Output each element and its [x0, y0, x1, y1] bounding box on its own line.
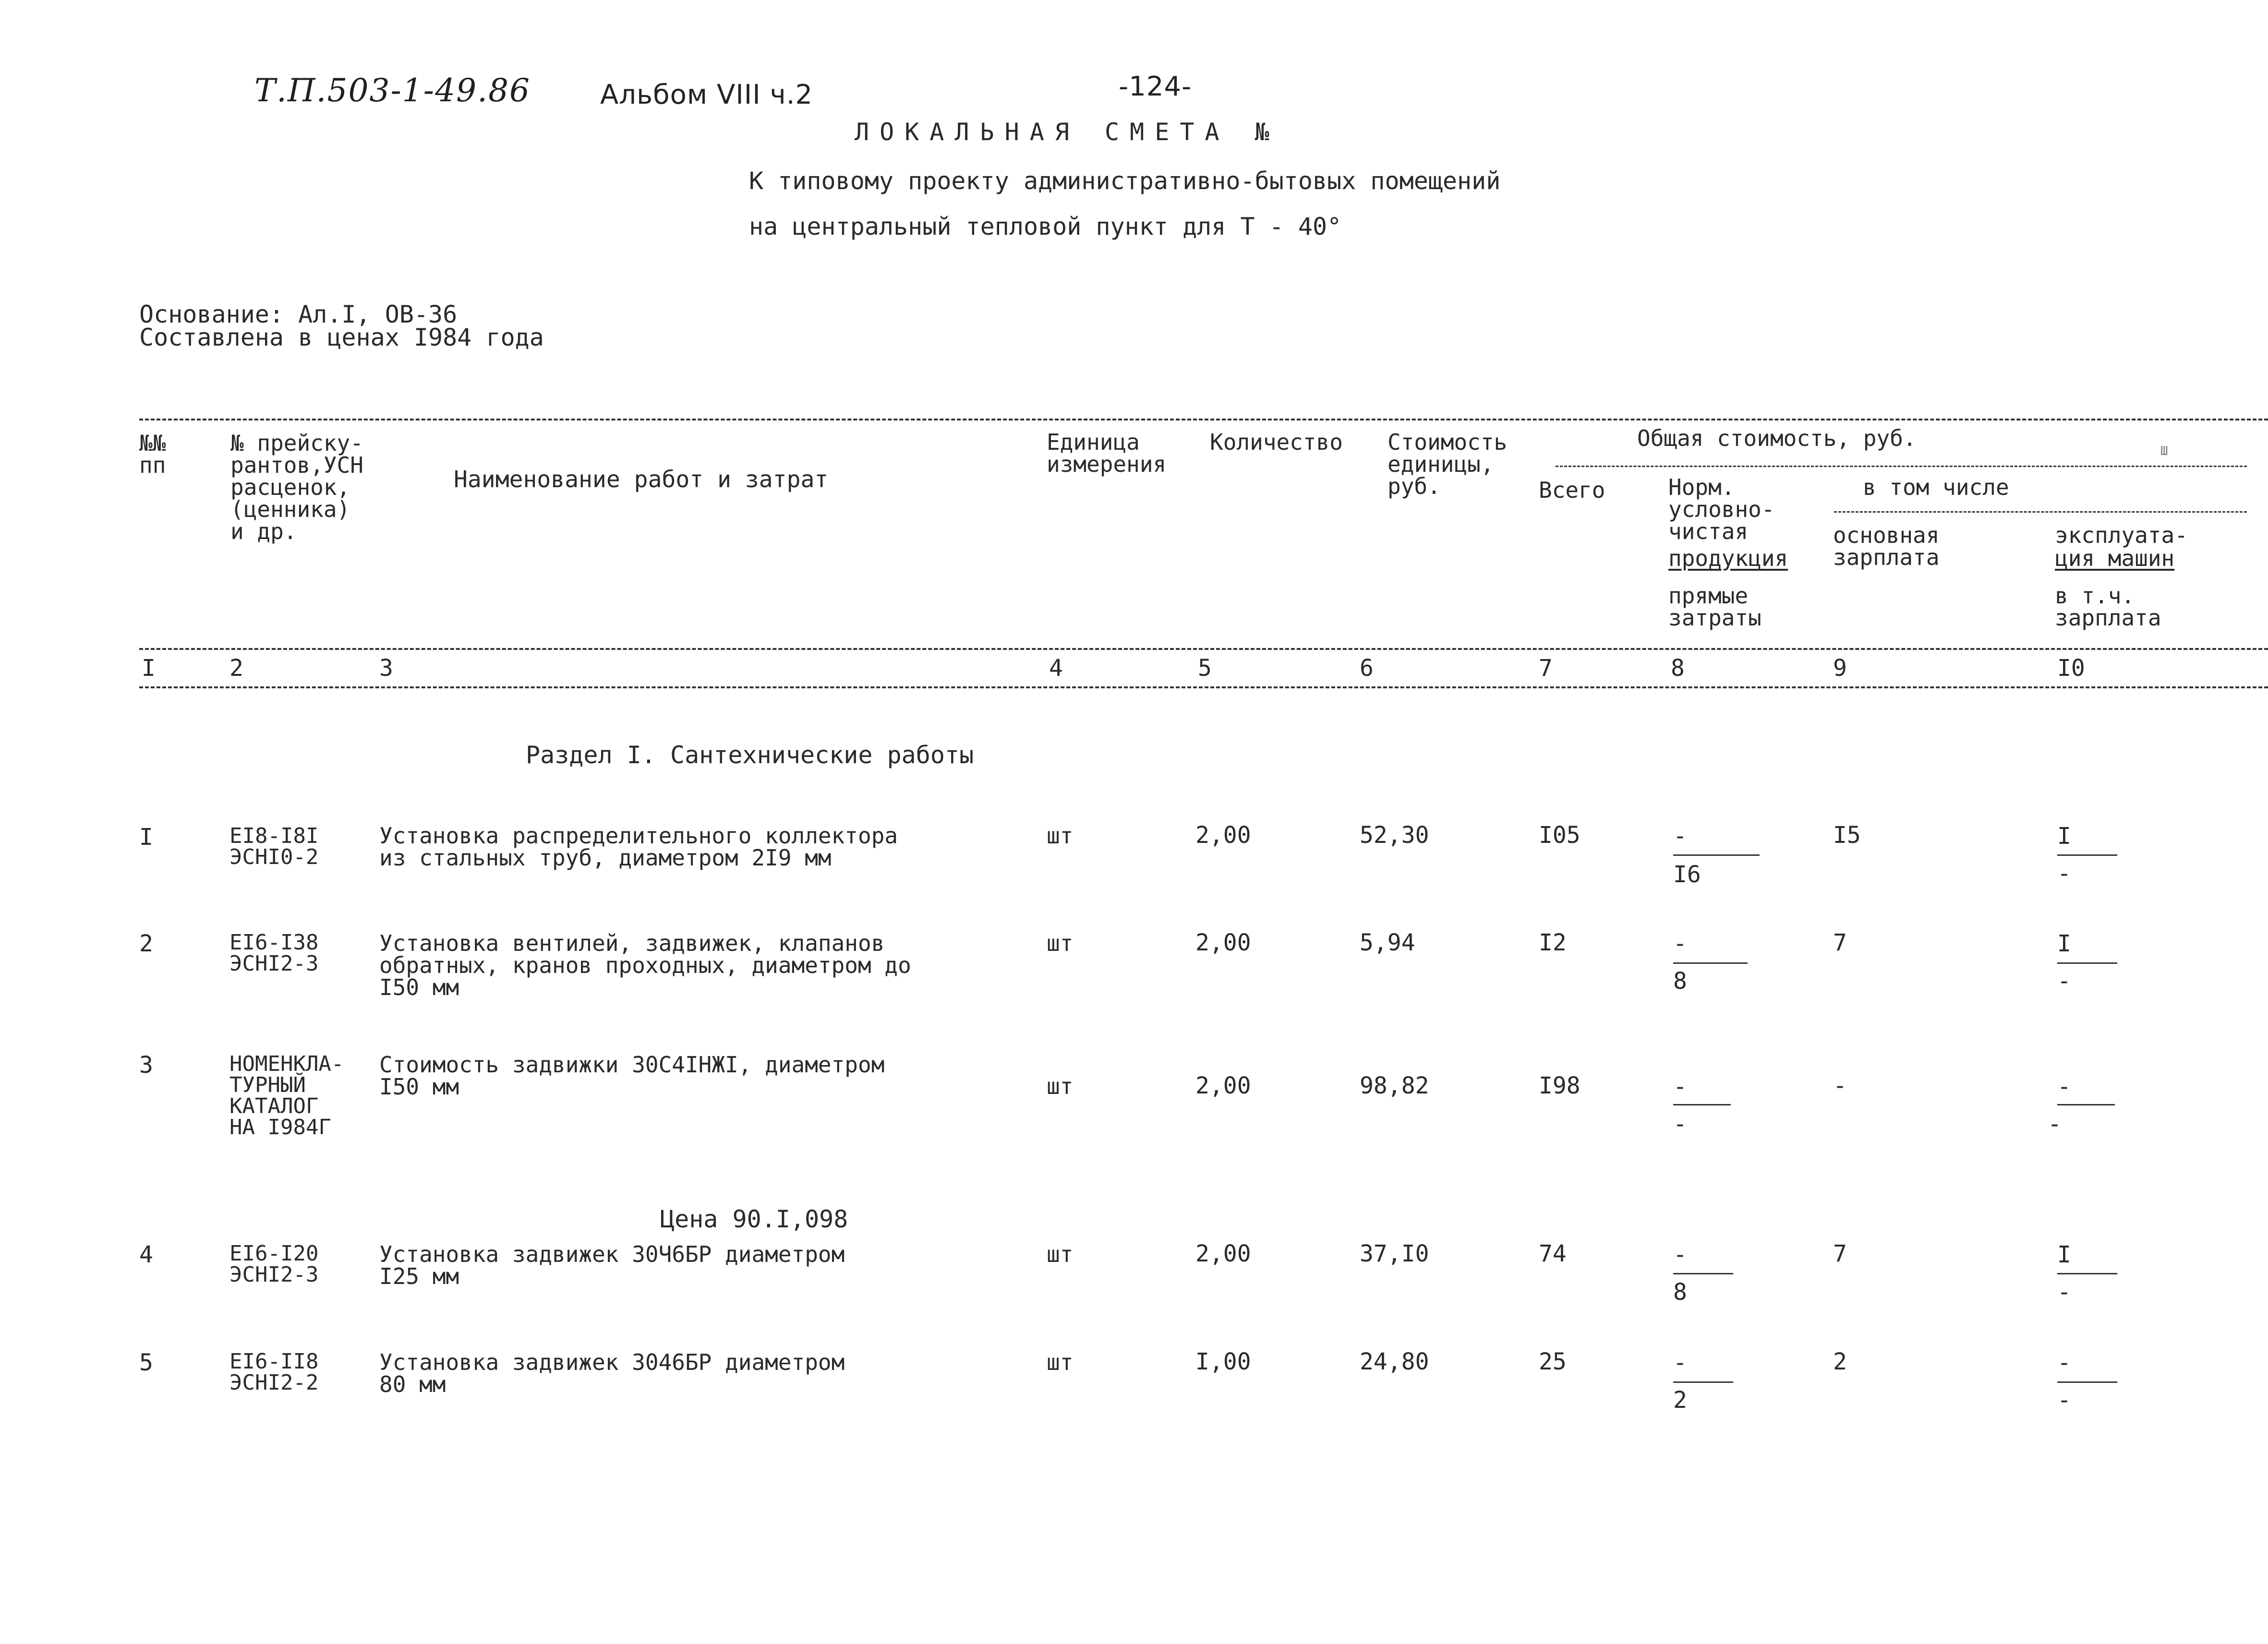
col-header-unit: Единица измерения [1047, 429, 1167, 477]
row-norm-numerator: - [1673, 930, 1687, 957]
col-header-number: №№ пп [139, 430, 166, 478]
column-numbers-bottom-rule [139, 686, 2268, 688]
col-number-5: 5 [1198, 655, 1212, 682]
row-machine-numerator: I [2057, 1241, 2071, 1268]
corner-mark: Ш [2160, 444, 2168, 458]
row-code: EI6-I38 ЭСНI2-3 [229, 930, 319, 976]
col-header-name: Наименование работ и затрат [454, 466, 829, 493]
row-norm-fraction-line [1673, 1104, 1731, 1105]
row-unit-price: 37,I0 [1360, 1240, 1429, 1267]
column-numbers-top-rule [139, 648, 2268, 650]
row-machine-fraction-line [2057, 1381, 2117, 1383]
row-norm-denominator: 8 [1673, 1279, 1687, 1306]
col-number-4: 4 [1049, 655, 1063, 682]
row-number: 3 [139, 1052, 153, 1079]
document-subtitle-line2: на центральный тепловой пункт для Т - 40° [749, 213, 1342, 240]
col-number-10: I0 [2057, 655, 2085, 682]
row-name: Стоимость задвижки 30С4IНЖI, диаметром I50 мм [379, 1052, 885, 1100]
row-machine-fraction-line [2057, 854, 2117, 856]
row-machine-denominator: - [2048, 1111, 2062, 1138]
row-quantity: I,00 [1195, 1348, 1251, 1375]
row-norm-numerator: - [1673, 1349, 1687, 1376]
col-header-total-cost-group: Общая стоимость, руб. [1637, 425, 1917, 451]
col-header-norm-underlined: продукция [1668, 545, 1788, 571]
col-header-norm-top: Норм. условно- чистая [1668, 474, 1775, 544]
price-base-line: Составлена в ценах I984 года [139, 324, 544, 351]
row-machine-numerator: - [2057, 1073, 2071, 1100]
row-machine-numerator: - [2057, 1349, 2071, 1376]
row-machine-fraction-line [2057, 1104, 2115, 1105]
col-header-unit-price: Стоимость единицы, руб. [1387, 429, 1508, 499]
col-header-machine-top: эксплуата- [2055, 522, 2188, 548]
row-machine-fraction-line [2057, 1273, 2117, 1274]
col-header-including: в том числе [1863, 474, 2009, 500]
row-total: I2 [1539, 929, 1567, 956]
col-number-1: I [142, 655, 156, 682]
row-quantity: 2,00 [1195, 929, 1251, 956]
row-machine-numerator: I [2057, 930, 2071, 957]
project-code: Т.П.503-1-49.86 [254, 72, 531, 109]
row-quantity: 2,00 [1195, 1240, 1251, 1267]
row-machine-numerator: I [2057, 823, 2071, 850]
col-number-3: 3 [379, 655, 393, 682]
price-note: Цена 90.I,098 [660, 1205, 848, 1233]
row-norm-denominator: 2 [1673, 1387, 1687, 1414]
row-norm-denominator: I6 [1673, 861, 1701, 888]
page-number: -124- [1119, 71, 1192, 102]
basis-line: Основание: Ал.I, ОВ-36 [139, 300, 458, 328]
document-subtitle-line1: К типовому проекту административно-бытовых помещений [749, 167, 1501, 195]
row-name: Установка задвижек 30Ч6БР диаметром I25 мм [379, 1241, 845, 1289]
row-machine-denominator: - [2057, 860, 2071, 887]
row-unit-price: 24,80 [1360, 1348, 1429, 1375]
row-unit: шт [1047, 823, 1074, 849]
row-machine-denominator: - [2057, 1387, 2071, 1414]
row-norm-denominator: 8 [1673, 968, 1687, 995]
row-total: 74 [1539, 1240, 1567, 1267]
row-base-salary: 2 [1833, 1348, 1847, 1375]
row-unit: шт [1047, 930, 1074, 956]
including-rule [1834, 511, 2247, 513]
row-quantity: 2,00 [1195, 1072, 1251, 1099]
row-name: Установка вентилей, задвижек, клапанов обратных, кранов проходных, диаметром до I50 мм [379, 930, 911, 1000]
row-unit: шт [1047, 1073, 1074, 1099]
row-norm-fraction-line [1673, 962, 1748, 964]
row-quantity: 2,00 [1195, 822, 1251, 849]
row-base-salary: 7 [1833, 1240, 1847, 1267]
col-header-quantity: Количество [1210, 429, 1343, 455]
row-base-salary: I5 [1833, 822, 1861, 849]
col-number-8: 8 [1671, 655, 1685, 682]
row-code: НОМЕНКЛА- ТУРНЫЙ КАТАЛОГ НА I984Г [229, 1052, 344, 1140]
row-norm-fraction-line [1673, 1273, 1733, 1274]
row-unit-price: 5,94 [1360, 929, 1415, 956]
row-name: Установка распределительного коллектора из стальных труб, диаметром 2I9 мм [379, 823, 898, 871]
row-machine-denominator: - [2057, 968, 2071, 995]
row-number: I [139, 824, 153, 851]
row-norm-numerator: - [1673, 1073, 1687, 1100]
row-base-salary: 7 [1833, 929, 1847, 956]
row-norm-numerator: - [1673, 823, 1687, 850]
row-total: I98 [1539, 1072, 1580, 1099]
row-unit: шт [1047, 1241, 1074, 1267]
row-number: 2 [139, 930, 153, 957]
row-code: EI6-II8 ЭСНI2-2 [229, 1349, 319, 1395]
row-norm-denominator: - [1673, 1111, 1687, 1138]
col-number-9: 9 [1833, 655, 1847, 682]
document-title: ЛОКАЛЬНАЯ СМЕТА № [855, 118, 1280, 146]
row-name: Установка задвижек 3046БР диаметром 80 мм [379, 1349, 845, 1397]
row-machine-fraction-line [2057, 962, 2117, 964]
row-unit-price: 52,30 [1360, 822, 1429, 849]
col-number-2: 2 [229, 655, 243, 682]
row-number: 4 [139, 1241, 153, 1268]
row-norm-numerator: - [1673, 1241, 1687, 1268]
row-unit: шт [1047, 1349, 1074, 1375]
col-header-total: Всего [1539, 477, 1605, 503]
row-code: EI8-I8I ЭСНI0-2 [229, 824, 319, 869]
row-base-salary: - [1833, 1072, 1847, 1099]
row-total: I05 [1539, 822, 1580, 849]
col-header-code: № прейску- рантов,УСН расценок, (ценника) и др. [230, 430, 363, 544]
col-number-7: 7 [1539, 655, 1553, 682]
col-header-machine-underlined: ция машин [2055, 545, 2175, 571]
row-norm-fraction-line [1673, 1381, 1733, 1383]
col-header-base-salary: основная зарплата [1833, 522, 1940, 570]
row-norm-fraction-line [1673, 854, 1760, 856]
album-label: Альбом VIII ч.2 [600, 79, 813, 110]
group-rule [1556, 466, 2247, 467]
section-title: Раздел I. Сантехнические работы [526, 741, 974, 769]
row-code: EI6-I20 ЭСНI2-3 [229, 1241, 319, 1287]
row-unit-price: 98,82 [1360, 1072, 1429, 1099]
col-header-direct-costs: прямые затраты [1668, 583, 1761, 631]
col-header-machine-salary: в т.ч. зарплата [2055, 583, 2161, 631]
col-number-6: 6 [1360, 655, 1374, 682]
row-machine-denominator: - [2057, 1279, 2071, 1306]
row-number: 5 [139, 1349, 153, 1376]
table-top-rule [139, 419, 2268, 420]
row-total: 25 [1539, 1348, 1567, 1375]
